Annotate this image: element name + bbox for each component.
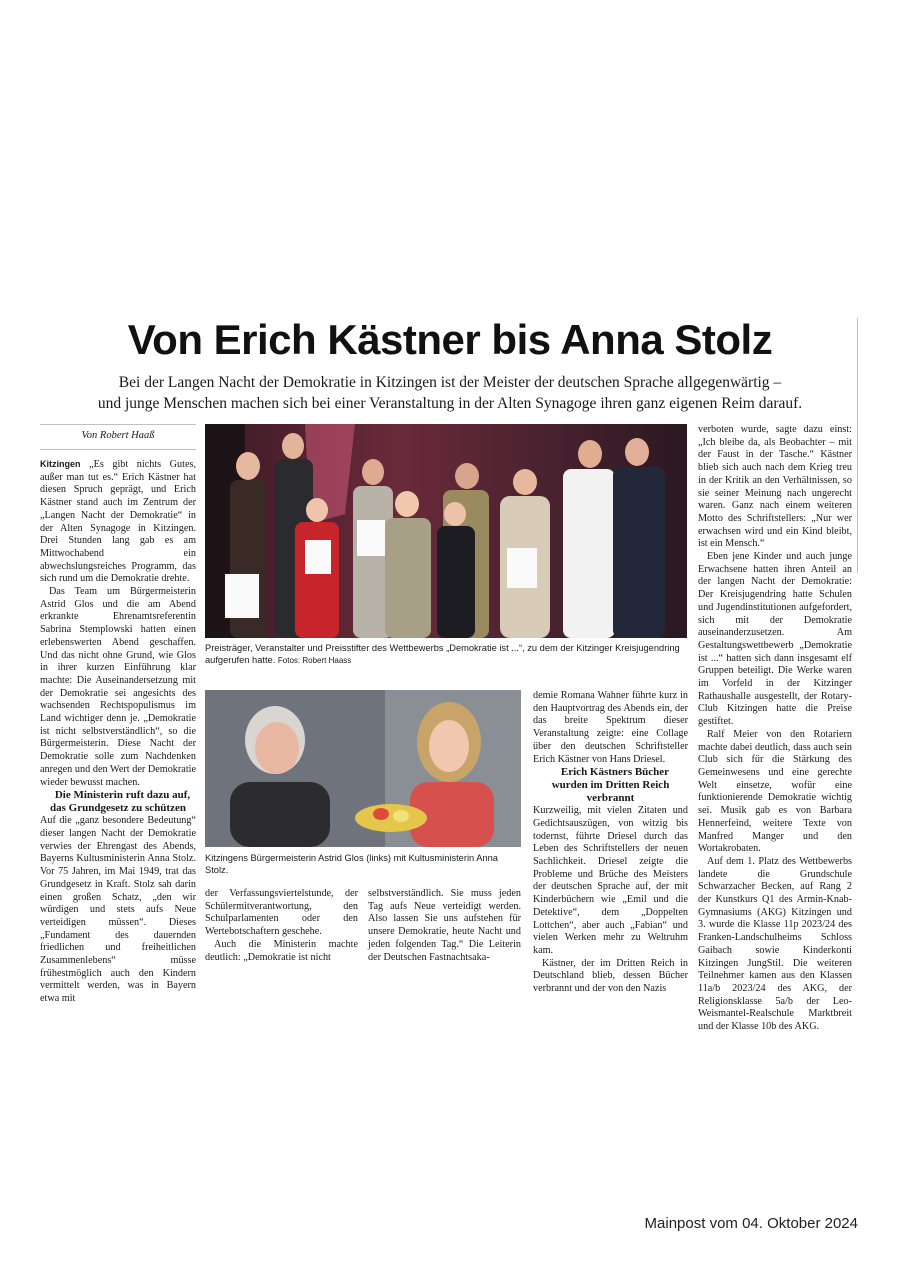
paragraph: selbstverständlich. Sie muss jeden Tag aufs Neue verteidigt werden. Also lassen Sie uns aufstehen für unsere Demokratie, heute Nacht und jeden folgenden Tag.“ Die Leiterin der Deutschen Fastnachtsaka- (368, 888, 521, 963)
group-photo-image (205, 424, 687, 638)
subheadline (40, 372, 860, 414)
article-column-4 (533, 690, 688, 996)
paragraph: Ralf Meier von den Rotariern machte dabei deutlich, dass auch sein Club sich für die Stärkung des Gemeinwesens und eine gerechte Welt einsetze, wofür eine funktionierende Demokratie wichtig sei. Musik gab es von Barbara Hennerfeind, weitere Texte von Manfred Manger und den Wortakrobaten. (698, 728, 852, 855)
article-column-3 (368, 888, 521, 964)
byline: Von Robert Haaß (81, 430, 155, 441)
dateline: Kitzingen (40, 459, 81, 469)
subheadline-line-1: Bei der Langen Nacht der Demokratie in Kitzingen ist der Meister der deutschen Sprache allgegenwärtig – (118, 374, 782, 391)
paragraph: Kästner, der im Dritten Reich in Deutschland blieb, dessen Bücher verbrannt und der von den Nazis (533, 957, 688, 995)
caption-text: Preisträger, Veranstalter und Preisstifter des Wettbewerbs „Demokratie ist ...“, zu dem der Kitzinger Kreisjugendring aufgerufen hatte. (205, 643, 680, 665)
headline: Von Erich Kästner bis Anna Stolz (127, 316, 773, 363)
article-column-1 (40, 458, 196, 1006)
subheadline-line-2: und junge Menschen machen sich bei einer Veranstaltung in der Alten Synagoge ihren ganz eigenen Reim darauf. (97, 395, 803, 412)
portrait-photo-image (205, 690, 521, 847)
column-rule (40, 424, 196, 425)
source-footer: Mainpost vom 04. Oktober 2024 (644, 1215, 858, 1232)
paragraph: demie Romana Wahner führte kurz in den Hauptvortrag des Abends ein, der das breite Spektrum dieser Veranstaltung zeigte: eine Collage über den deutschen Schriftsteller Erich Kästner von Hans Driesel. (533, 690, 688, 765)
portrait-photo (205, 690, 521, 847)
photo-credit: Fotos: Robert Haass (277, 656, 352, 665)
portrait-caption: Kitzingens Bürgermeisterin Astrid Glos (links) mit Kultusministerin Anna Stolz. (205, 853, 498, 875)
paragraph: Das Team um Bürgermeisterin Astrid Glos und die am Abend erkrankte Ehrenamtsreferentin Sabrina Stemplowski hatten einen erlebenswerten Abend geschaffen. Und das nicht ohne Grund, wie Glos in ihrer kurzen Einführung klar machte: Die Auseinandersetzung mit der Demokratie sei angesichts des wachsenden Rechtspopulismus im Land wichtiger denn je. „Demokratie ist nicht selbstverständlich“, so die Bürgermeisterin. Diese Nacht der Demokratie solle zum Nachdenken anregen und den Wert der Demokratie wieder bewusst machen. (40, 586, 196, 788)
page-border (857, 318, 858, 573)
paragraph: Auf dem 1. Platz des Wettbewerbs landete die Grundschule Schwarzacher Becken, auf Rang 2 der Kunstkurs Q1 des Armin-Knab-Gymnasiums (AKG) Kitzingen und 3. wurde die Klasse 11p 2023/24 des Franken-Landschulheims Schloss Gaibach sowie Kinderkonti Kitzingen JungStil. Die weiteren Teilnehmer kamen aus den Klassen 11a/b 2023/24 des AKG, der Religionsklasse 5a/b der Leo-Weismantel-Realschule Marktbreit und der Klasse 10b des AKG. (698, 855, 852, 1033)
column-rule (40, 449, 196, 450)
paragraph: Eben jene Kinder und auch junge Erwachsene hatten ihren Anteil an der langen Nacht der Demokratie: Der Kreisjugendring hatte Schulen und Jugendinstitutionen aufgefordert, sich mit der Demokratie auseinanderzusetzen. Am Gestaltungswettbewerb „Demokratie ist ...“ hatten sich dann insgesamt elf Gruppen beteiligt. Die Werke waren im Vorfeld in der Kitzinger Rathaushalle ausgestellt, der Rotary-Club Kitzingen hatte die Preise gestiftet. (698, 551, 852, 728)
article-column-5 (698, 424, 852, 1034)
paragraph: Auch die Ministerin machte deutlich: „Demokratie ist nicht (205, 938, 358, 963)
photo-caption (205, 642, 687, 667)
subheading: Erich Kästners Bücher wurden im Dritten Reich verbrannt (551, 766, 670, 805)
paragraph: verboten wurde, sagte dazu einst: „Ich bleibe da, als Beobachter – mit der Faust in der Tasche.“ Kästner blieb sich auch nach dem Krieg treu in der Kritik an den Verhältnissen, so sie seiner Meinung nach ungerecht waren. Ganz nach einem weiteren Motto des Schriftstellers: „Nur wer erwachsen wird und ein Kind bleibt, ist ein Mensch.“ (698, 424, 852, 550)
paragraph: „Es gibt nichts Gutes, außer man tut es.“ Erich Kästner hat diesen Spruch geprägt, und Erich Kästner stand auch im Zentrum der „Langen Nacht der Demokratie“ in der Alten Synagoge in Kitzingen. Drei Stunden lang gab es am Mittwochabend ein abwechslungsreiches Programm, das sich rund um die Demokratie drehte. (40, 459, 196, 585)
paragraph: der Verfassungsviertelstunde, der Schülermitverantwortung, den Schulparlamenten oder den Wertebotschaftern geschehe. (205, 888, 358, 938)
group-photo (205, 424, 687, 638)
paragraph: Auf die „ganz besondere Bedeutung“ dieser langen Nacht der Demokratie verwies der Ehrengast des Abends, Bayerns Kultusministerin Anna Stolz. Vor 75 Jahren, im Mai 1949, trat das Grundgesetz in Kraft. Stolz sah darin einen großen Schatz, „den wir würdigen und stets aufs Neue verteidigen müssen“. Dieses „Fundament des dauernden friedlichen und freiheitlichen Zusammenlebens“ müsse frühestmöglich auch den Kindern vermittelt werden, was in Bayern etwa mit (40, 815, 196, 1005)
article-column-2 (205, 888, 358, 964)
paragraph: Kurzweilig, mit vielen Zitaten und Gedichtsauszügen, von witzig bis todernst, führte Driesel durch das Leben des Schriftstellers der neuen Sachlichkeit. Driesel zeigte die Probleme und Brüche des Meisters der deutschen Sprache auf, der mit Kinderbüchern wie „Emil und die Detektive“, dem „Doppelten Lottchen“, aber auch „Fabian“ und vielen Werken mehr zu Weltruhm kam. (533, 805, 688, 956)
subheading: Die Ministerin ruft dazu auf, das Grundgesetz zu schützen (50, 789, 191, 815)
